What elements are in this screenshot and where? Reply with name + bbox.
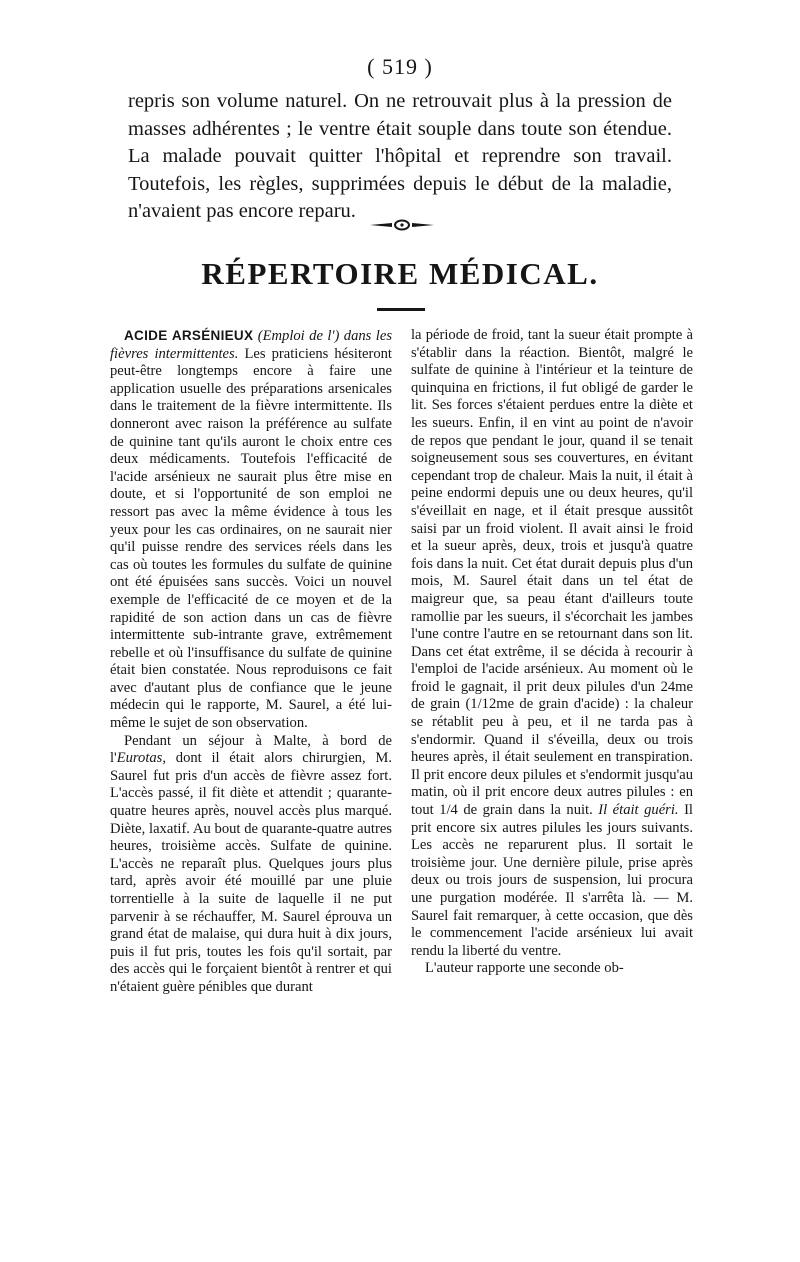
article-subheading: (Emploi de l') dans les fièvres intermittentes. xyxy=(110,328,392,362)
paragraph-text: Pendant un séjour à Malte, à bord de l' xyxy=(110,732,392,767)
paragraph-text: la période de froid, tant la sueur était prompte à s'établir dans la réaction. Bientôt, malgré le sulfate de quinine à l'intérieur et la teinture de quinquina en frictions, il fut obligé de garder le lit. Ses forces s'étaient perdues entre la diète et les sueurs. Enfin, il en vint au point de n'avoir de repos que pendant le jour, quand il se tenait soigneusement sous ses couvertures, en évitant cependant trop de chaleur. Mais la nuit, il était à peine endormi depuis une ou deux heures, qu'il s'éveillait en nage, et il était presque aussitôt saisi par un froid violent. Il avait ainsi le froid et la sueur après, deux, trois et jusqu'à quatre fois dans la nuit. Cet état durait depuis plus d'un mois, M. Saurel était dans un tel état de maigreur que, sa peau étant d'ailleurs toute ramollie par les sueurs, il s'écorchait les jambes l'une contre l'autre en se retournant dans son lit. Dans cet état extrême, il se décida à recourir à l'emploi de l'acide arsénieux. Au moment où le froid le gagnait, il prit deux pilules d'un 24me de grain (1/12me de grain d'acide) : la chaleur se rétablit peu à peu, et il ne tarda pas à s'endormir. Quand il s'éveilla, deux ou trois heures après, il était seulement en transpiration. Il prit encore deux pilules et s'endormit jusqu'au matin, où il prit encore deux autres pilules : en tout 1/4 de grain dans la nuit. xyxy=(411,327,693,819)
ship-name: Eurotas xyxy=(116,750,163,767)
section-title: RÉPERTOIRE MÉDICAL. xyxy=(201,256,599,291)
column-left xyxy=(110,327,392,997)
title-rule xyxy=(377,308,425,311)
article-paragraph: Les praticiens hésiteront peut-être longtemps encore à faire une application usuelle des préparations arsenicales dans le traitement de la fièvre intermittente. Ils donneront avec raison la préférence au sulfate de quinine tant qu'ils auront le choix entre ces deux médicaments. Toutefois l'efficacité de l'acide arsénieux ne saurait plus être mise en doute, et si l'opportunité de son emploi ne ressort pas avec la même évidence à tous les yeux pour les cas ordinaires, on ne saurait nier qu'il puisse rendre des services réels dans les cas où toutes les formules du sulfate de quinine ont été épuisées sans succès. Voici un nouvel exemple de l'efficacité de ce moyen et de la rapidité de son action dans un cas de fièvre intermittente sub-intrante grave, extrêmement rebelle et où l'insuffisance du sulfate de quinine était bien constatée. Nous reproduisons ce fait avec d'autant plus de confiance que le jeune médecin qui le rapporte, M. Saurel, a été lui-même le sujet de son observation. xyxy=(110,345,392,732)
paragraph-text: , dont il était alors chirurgien, M. Saurel fut pris d'un accès de fièvre assez fort. L'accès passé, il fit diète et attendit ; quarante-quatre heures après, nouvel accès plus marqué. Diète, laxatif. Au bout de quarante-quatre autres heures, troisième accès. Sulfate de quinine. L'accès ne reparaît plus. Quelques jours plus tard, après avoir été mouillé par une pluie torrentielle à la suite de laquelle il ne put parvenir à se réchauffer, M. Saurel éprouva un grand état de malaise, qui dura huit à dix jours, puis il fut pris, toutes les fois qu'il sortait, par des accès qui le forçaient bientôt à rentrer et qui n'étaient guère pénibles que durant xyxy=(110,750,392,995)
intro-paragraph: repris son volume naturel. On ne retrouvait plus à la pression de masses adhérentes ; le ventre était souple dans toute son étendue. La malade pouvait quitter l'hôpital et reprendre son travail. Toutefois, les règles, supprimées depuis le début de la maladie, n'avaient pas encore reparu. xyxy=(128,90,672,222)
emphasis-text: Il était guéri. xyxy=(598,802,679,819)
column-right xyxy=(411,327,693,978)
article-paragraph xyxy=(411,327,693,960)
page-number: ( 519 ) xyxy=(367,54,433,79)
article-heading: ACIDE ARSÉNIEUX xyxy=(124,328,254,343)
article-paragraph xyxy=(110,733,392,997)
paragraph-text: Il prit encore six autres pilules les jours suivants. Les accès ne reparurent plus. Il sortait le troisième jour. Une dernière pilule, prise après deux ou trois jours de suspension, lui procura une purgation modérée. Il s'arrêta là. — M. Saurel fait remarquer, à cette occasion, que dès le commencement l'acide arsénieux lui avait rendu la liberté du ventre. xyxy=(411,802,693,959)
article-paragraph: L'auteur rapporte une seconde ob- xyxy=(425,960,624,977)
ornament-dash-icon xyxy=(368,218,436,232)
article-opening xyxy=(110,327,392,733)
